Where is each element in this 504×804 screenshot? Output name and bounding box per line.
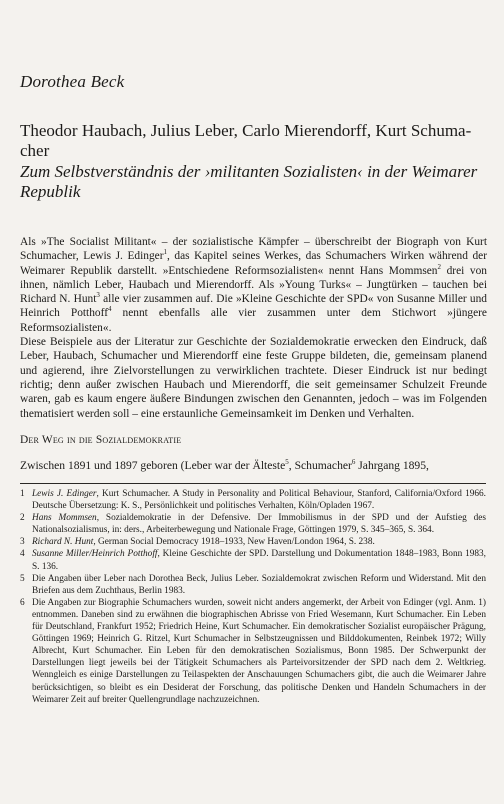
p1-text-a: Als »The Socialist Militant« – der sozialistische Kämpfer – überschreibt der Biograph von Kurt Schumacher, Lewis J. Edinger [20,236,487,263]
footnote-text [32,512,486,536]
footnote-body: , Kurt Schumacher. A Study in Personality and Political Behaviour, Stanford, California/Oxford 1966. Deutsche Übersetzung: K. S., Persönlichkeit und politisches Verhalten, Köln/Opladen 1967. [32,489,486,512]
author-name: Dorothea Beck [20,72,125,91]
footnote-body: Die Angaben zur Biographie Schumachers wurden, soweit nicht anders angemerkt, der Arbeit von Edinger (vgl. Anm. 1) entnommen. Daneben sind zu erwähnen die biographischen Abrisse von Fried Wesemann, Kurt Schumacher. Ein Leben für Deutschland, Frankfurt 1952; Friedrich Heine, Kurt Schumacher. Ein demokratischer Sozialist europäischer Prägung, Göttingen 1969; Heinrich G. Ritzel, Kurt Schumacher in Selbstzeugnissen und Bilddokumenten, Reinbek 1972; Willy Albrecht, Kurt Schumacher. Ein Leben für den demokratischen Sozialismus, Bonn 1985. Der Schwerpunkt der Darstellungen liegt jeweils bei der Tätigkeit Schumachers als Parteivorsitzender der SPD nach dem 2. Weltkrieg. Wenngleich es einige Darstellungen zu Teilaspekten der Anschauungen Schumachers gibt, die auch die Weimarer Jahre berücksichtigen, so bleibt es ein Desiderat der Forschung, das politische Denken und Handeln Schumachers in der Weimarer Zeit auf breiter Quellengrundlage nachzuzeichnen. [32,597,486,705]
footnote-text [32,597,486,706]
p1-text-d: alle vier zusammen auf. Die »Kleine Geschichte der SPD« von Susanne Miller und Heinrich Potthoff [20,293,488,320]
paragraph-2: Diese Beispiele aus der Literatur zur Geschichte der Sozialdemokratie erwecken den Eindruck, daß Leber, Haubach, Schumacher und Mierendorff eine feste Gruppe bildeten, die, gemeinsam planend und agierend, ihre Zielvorstellungen zu verwirklichen trachtete. Dieser Eindruck ist nur bedingt richtig; denn außer zwischen Haubach und Mierendorff, die seit gemeinsamer Schulzeit Freunde waren, gab es kaum engere äußere Bindungen zwischen den Genannten, jedoch – was im Folgenden thematisiert werden soll – eine erstaunliche Gemeinsamkeit im Denken und Verhalten. [20,336,487,420]
footnote-ref-4: 4 [108,305,112,314]
footnote-ref-3: 3 [96,291,100,300]
section-heading: Der Weg in die Sozialdemokratie [20,434,182,446]
footnote-text [32,548,486,572]
footnote-number: 3 [20,537,25,548]
intro-text-c: Jahrgang 1895, [355,459,429,472]
footnote-2 [20,512,486,536]
article-subtitle: Zum Selbstverständnis der ›militanten Sozialisten‹ in der Weimarer Republik [20,162,478,201]
footnote-number: 4 [20,549,25,560]
p1-text-c: drei von ihnen, nämlich Leber, Haubach und Mierendorff. Als »Young Turks« – Jungtürken – tauchen bei Richard N. Hunt [20,264,487,306]
footnote-4 [20,548,486,572]
footnote-text [32,488,486,512]
footnote-author: Richard N. Hunt [32,537,94,548]
section-intro [20,459,487,473]
footnote-3 [20,536,486,548]
intro-text-a: Zwischen 1891 und 1897 geboren (Leber war der Älteste [20,459,286,472]
footnote-5 [20,573,486,597]
footnote-body: , Sozialdemokratie in der Defensive. Der Immobilismus in der SPD und der Aufstieg des Nationalsozialismus, in: ders., Arbeiterbewegung und Nationale Frage, Göttingen 1979, S. 345–365, S. 364. [32,513,486,536]
footnote-number: 2 [20,513,25,524]
footnote-author: Susanne Miller/Heinrich Potthoff [32,549,158,560]
footnote-ref-5: 5 [285,458,289,467]
p1-text-b: , das Kapitel seines Werkes, das Schumachers Wirken während der Weimarer Republik darstellt. »Entschiedene Reformsozialisten« nennt Hans Mommsen [20,250,487,277]
footnote-ref-1: 1 [163,248,167,257]
footnote-text [32,536,486,548]
footnote-author: Hans Mommsen [32,513,97,524]
footnote-body: , German Social Democracy 1918–1933, New Haven/London 1964, S. 238. [93,537,375,548]
footnote-number: 6 [20,597,25,608]
footnote-6 [20,597,486,706]
footnote-number: 1 [20,489,25,499]
paragraph-1 [20,235,487,335]
footnote-body: Die Angaben über Leber nach Dorothea Beck, Julius Leber. Sozialdemokrat zwischen Reform und Widerstand. Mit den Briefen aus dem Zuchthaus, Berlin 1983. [32,573,486,596]
body-text [20,235,487,421]
footnote-1 [20,488,486,512]
footnote-body: , Kleine Geschichte der SPD. Darstellung und Dokumentation 1848–1983, Bonn 1983, S. 136. [32,549,487,572]
footnotes [20,488,486,706]
p1-text-e: nennt ebenfalls alle vier zusammen unter dem Stichwort »jüngere Reformsozialisten«. [20,307,487,334]
footnote-number: 5 [20,573,25,584]
footnote-ref-6: 6 [351,458,356,467]
footnote-ref-2: 2 [437,262,442,271]
article-title: Theodor Haubach, Julius Leber, Carlo Mierendorff, Kurt Schuma- cher [20,121,472,160]
footnote-author: Lewis J. Edinger [32,489,97,499]
footnote-divider [20,483,486,484]
footnote-text [32,573,486,597]
intro-text-b: , Schumacher [288,459,352,472]
